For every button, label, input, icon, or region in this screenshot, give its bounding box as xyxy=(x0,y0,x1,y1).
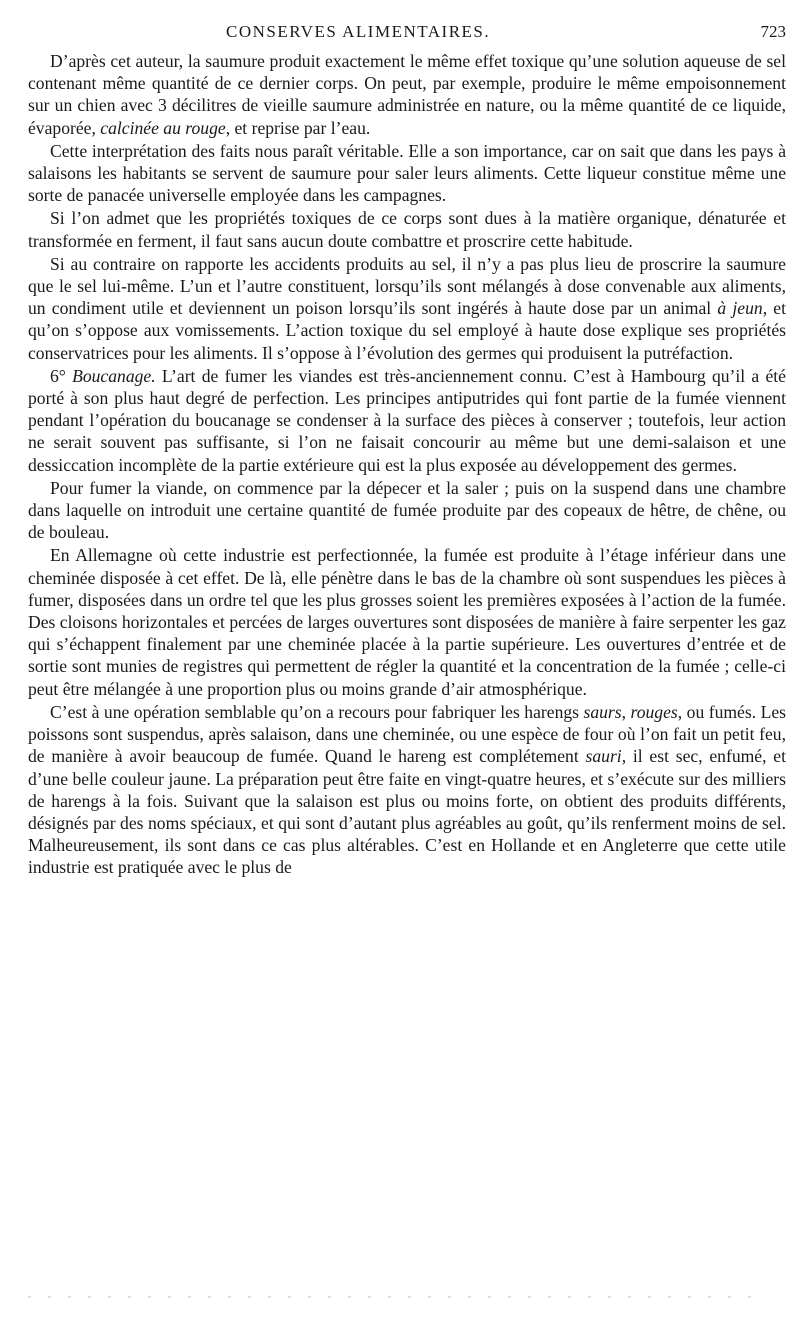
text-run: , il est sec, enfumé, et d’une belle couleur jaune. La préparation peut être faite en vingt-quatre heures, et s’exécute sur des milliers de harengs à la fois. Suivant que la salaison est plus ou moins forte, on obtient des produits différents, désignés par des noms spéciaux, et qui sont d’autant plus agréables au goût, qu’ils renferment moins de sel. Malheureusement, ils sont dans ce cas plus altérables. C’est en Hollande et en Angleterre que cette utile industrie est pratiquée avec le plus de xyxy=(28,746,786,878)
text-run: , ou fumés. Les poissons sont suspendus, après salaison, dans une cheminée, ou une espèce de four où l’on fait un petit feu, de manière à avoir beaucoup de fumée. Quand le hareng est complétement xyxy=(28,701,786,767)
text-run: C’est à une opération semblable qu’on a recours pour fabriquer les harengs xyxy=(50,701,584,722)
text-run: En Allemagne où cette industrie est perfectionnée, la fumée est produite à l’étage inférieur dans une cheminée disposée à cet effet. De là, elle pénètre dans le bas de la chambre où sont suspendues les pièces à fumer, disposées dans un ordre tel que les plus grosses soient les premières exposées à l’action de la fumée. Des cloisons horizontales et percées de larges ouvertures sont disposées de manière à faire serpenter les gaz qui s’échappent finalement par une cheminée placée à la partie supérieure. Les ouvertures d’entrée et de sortie sont munies de registres qui permettent de régler la quantité et la concentration de la fumée ; celle-ci peut être mélangée à une proportion plus ou moins grande d’air atmosphérique. xyxy=(28,545,786,699)
paragraph xyxy=(28,701,786,879)
text-run: Cette interprétation des faits nous paraît véritable. Elle a son importance, car on sait que dans les pays à salaisons les habitants se servent de saumure pour saler leurs aliments. Cette liqueur constitue même une sorte de panacée universelle employée dans les campagnes. xyxy=(28,140,786,206)
italic-run: sauri xyxy=(585,746,622,767)
paragraph xyxy=(28,253,786,364)
text-run: Si l’on admet que les propriétés toxiques de ce corps sont dues à la matière organique, dénaturée et transformée en ferment, il faut sans aucun doute combattre et proscrire cette habitude. xyxy=(28,208,786,251)
running-title: CONSERVES ALIMENTAIRES. xyxy=(226,22,491,41)
paragraph xyxy=(28,140,786,207)
italic-run: calcinée au rouge xyxy=(100,117,226,138)
page-number: 723 xyxy=(760,22,786,41)
paragraph xyxy=(28,477,786,544)
paragraph xyxy=(28,50,786,139)
section-heading: Boucanage. xyxy=(72,365,156,386)
paragraph xyxy=(28,365,786,476)
book-page xyxy=(28,18,786,879)
text-run: , et reprise par l’eau. xyxy=(225,117,371,138)
section-number: 6° xyxy=(50,365,73,386)
text-run: , xyxy=(621,701,631,722)
paragraph xyxy=(28,207,786,251)
page-header xyxy=(28,18,786,46)
body-text xyxy=(28,50,786,879)
text-run: Pour fumer la viande, on commence par la dépecer et la saler ; puis on la suspend dans une chambre dans laquelle on introduit une certaine quantité de fumée produite par des copeaux de hêtre, de chêne, ou de bouleau. xyxy=(28,477,786,543)
paragraph xyxy=(28,544,786,699)
italic-run: rouges xyxy=(630,701,678,722)
italic-run: saurs xyxy=(583,701,622,722)
scan-artifact xyxy=(28,1296,768,1298)
text-run: L’art de fumer les viandes est très-anciennement connu. C’est à Hambourg qu’il a été porté à son plus haut degré de perfection. Les principes antiputrides qui font partie de la fumée viennent pendant l’opération du boucanage se condenser à la surface des pièces à conserver ; toutefois, leur action ne serait souvent pas suffisante, si l’on ne faisait concourir au même but une demi-salaison et une dessiccation incomplète de la partie extérieure qui est la plus exposée au développement des germes. xyxy=(28,365,786,475)
text-run: D’après cet auteur, la saumure produit exactement le même effet toxique qu’une solution aqueuse de sel contenant même quantité de ce dernier corps. On peut, par exemple, produire le même empoisonnement sur un chien avec 3 décilitres de vieille saumure administrée en nature, ou la même quantité de ce liquide, évaporée, xyxy=(28,51,786,138)
text-run: Si au contraire on rapporte les accidents produits au sel, il n’y a pas plus lieu de proscrire la saumure que le sel lui-même. L’un et l’autre constituent, lorsqu’ils sont mélangés à dose convenable aux aliments, un condiment utile et deviennent un poison lorsqu’ils sont ingérés à haute dose par un animal xyxy=(28,253,786,319)
text-run: , et qu’on s’oppose aux vomissements. L’action toxique du sel employé à haute dose explique ses propriétés conservatrices pour les aliments. Il s’oppose à l’évolution des germes qui produisent la putréfaction. xyxy=(28,298,786,363)
italic-run: à jeun xyxy=(717,298,763,319)
